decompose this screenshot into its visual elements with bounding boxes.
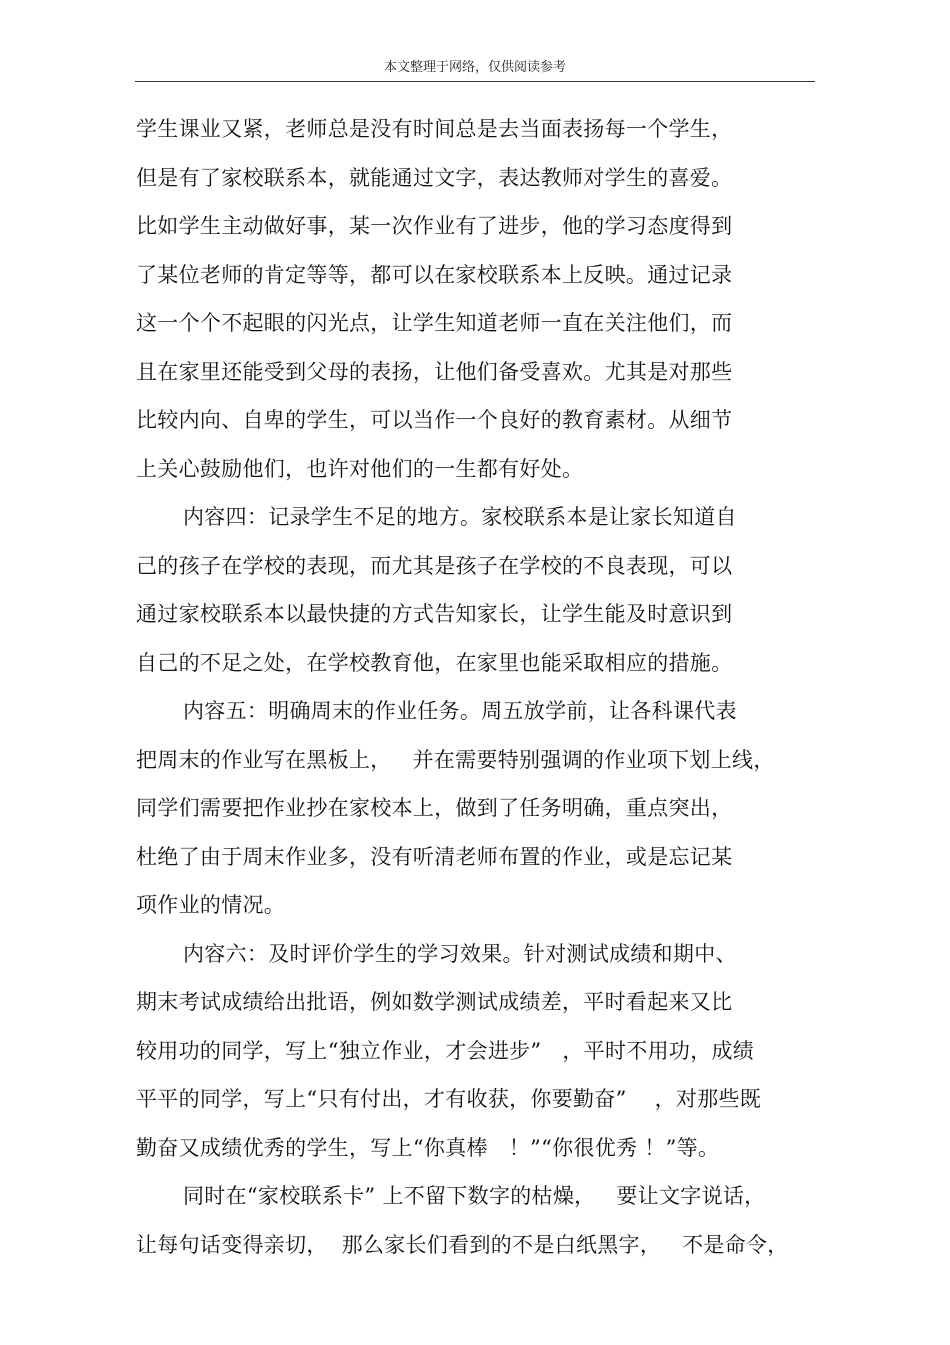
text-line: 学生课业又紧，老师总是没有时间总是去当面表扬每一个学生， [136,117,733,141]
header-divider [135,81,815,82]
paragraph-start-content-four: 内容四：记录学生不足的地方。家校联系本是让家长知道自 [183,505,737,529]
text-line: 己的孩子在学校的表现，而尤其是孩子在学校的不良表现，可以 [136,553,733,578]
text-line: 勤奋又成绩优秀的学生，写上“你真棒 ！”“你很优秀 ！”等。 [136,1135,720,1160]
text-line: 让每句话变得亲切， 那么家长们看到的不是白纸黑字， 不是命令， [136,1232,789,1257]
paragraph-start-content-five: 内容五：明确周末的作业任务。周五放学前，让各科课代表 [183,699,737,723]
text-line: 平平的同学，写上“只有付出，才有收获，你要勤奋” ，对那些既 [136,1087,762,1111]
text-line: 同学们需要把作业抄在家校本上，做到了任务明确，重点突出， [136,796,733,820]
text-line: 比如学生主动做好事，某一次作业有了进步，他的学习态度得到 [136,214,733,238]
text-line: 比较内向、自卑的学生，可以当作一个良好的教育素材。从细节 [136,408,733,432]
text-line: 这一个个不起眼的闪光点，让学生知道老师一直在关注他们，而 [136,311,733,335]
paragraph-start-content-six: 内容六：及时评价学生的学习效果。针对测试成绩和期中、 [183,941,737,966]
text-line: 杜绝了由于周末作业多，没有听清老师布置的作业，或是忘记某 [136,844,733,869]
text-line: 且在家里还能受到父母的表扬，让他们备受喜欢。尤其是对那些 [136,359,733,384]
text-line: 把周末的作业写在黑板上， 并在需要特别强调的作业项下划上线， [136,747,775,772]
text-line: 期末考试成绩给出批语，例如数学测试成绩差，平时看起来又比 [136,990,733,1014]
text-line: 但是有了家校联系本，就能通过文字，表达教师对学生的喜爱。 [136,165,733,190]
document-body [136,105,826,1269]
text-line: 较用功的同学，写上“独立作业，才会进步” ，平时不用功，成绩 [136,1038,755,1063]
paragraph-start-contact-card: 同时在“家校联系卡” 上不留下数字的枯燥， 要让文字说话， [183,1184,766,1208]
page-header: 本文整理于网络，仅供阅读参考 [383,60,566,75]
text-line: 通过家校联系本以最快捷的方式告知家长，让学生能及时意识到 [136,602,733,626]
text-line: 了某位老师的肯定等等，都可以在家校联系本上反映。通过记录 [136,262,733,287]
text-line: 自己的不足之处，在学校教育他，在家里也能采取相应的措施。 [136,650,733,675]
text-line: 上关心鼓励他们，也许对他们的一生都有好处。 [136,456,584,481]
text-line: 项作业的情况。 [136,893,286,917]
